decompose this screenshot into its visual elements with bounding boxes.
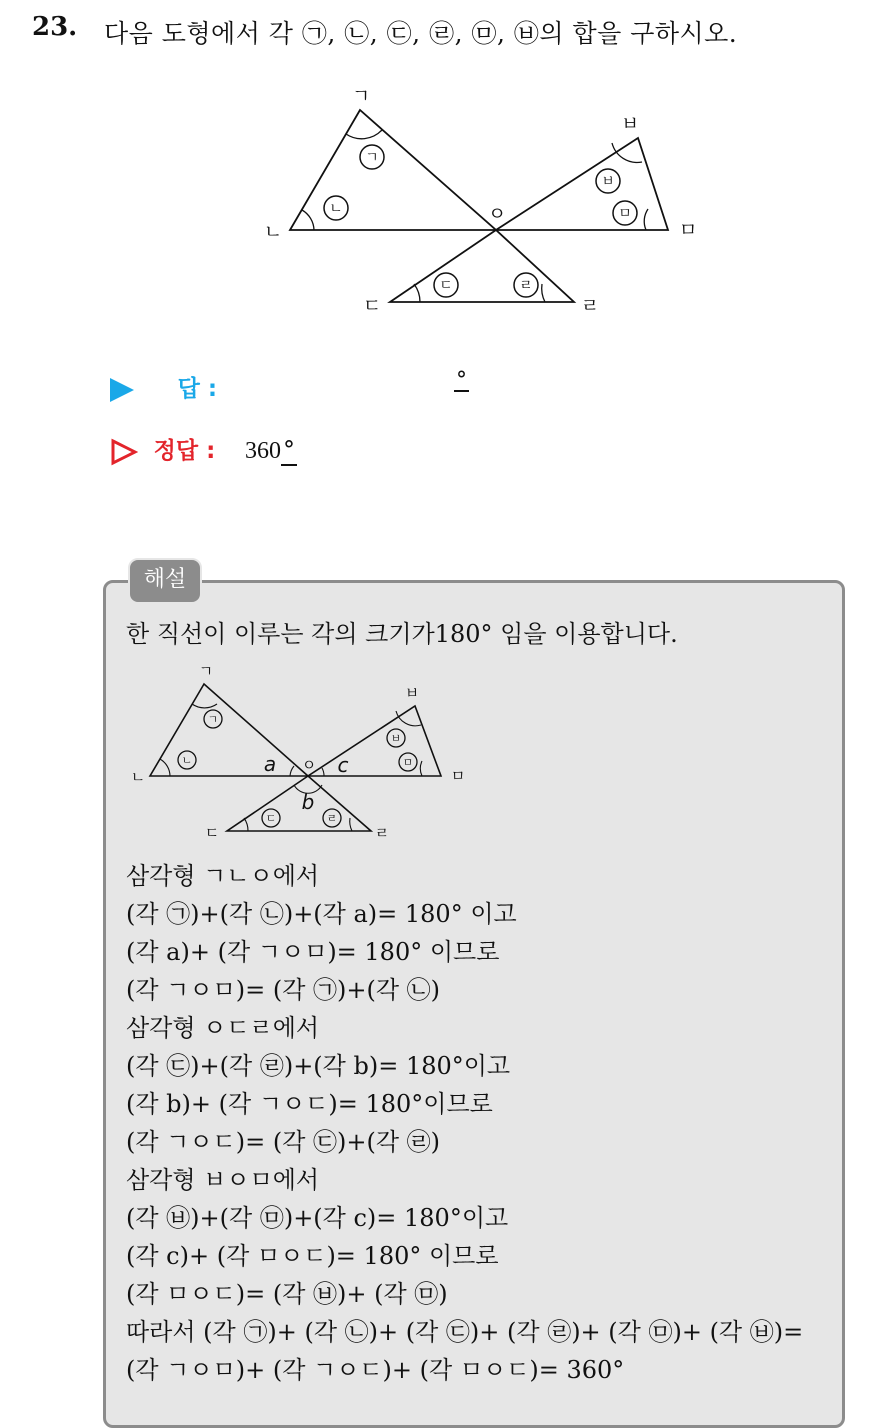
question-text: 다음 도형에서 각 ㉠, ㉡, ㉢, ㉣, ㉤, ㉥의 합을 구하시오. xyxy=(104,19,738,48)
explanation-line: (각 ㉥)+(각 ㉤)+(각 c)= 180°이고 xyxy=(126,1204,509,1232)
exp-angle-label-2: ㄴ xyxy=(181,754,193,767)
exp-angle-label-1: ㄱ xyxy=(207,713,219,726)
answer-blank[interactable]: ° xyxy=(456,368,467,393)
vertex-g: ㄱ xyxy=(351,85,371,107)
correct-answer-label: 정답 : xyxy=(153,438,216,464)
exp-vertex-d: ㄷ xyxy=(204,824,220,842)
vertex-b: ㅂ xyxy=(620,113,640,135)
exp-vertex-o: ㅇ xyxy=(301,756,317,774)
explanation-line: (각 ㉠)+(각 ㉡)+(각 a)= 180° 이고 xyxy=(126,900,517,928)
exp-angle-label-6: ㅂ xyxy=(390,732,402,745)
correct-answer-value: 360 xyxy=(244,438,281,464)
explanation-figure xyxy=(120,660,480,850)
explanation-line: (각 ㅁㅇㄷ)= (각 ㉥)+ (각 ㉤) xyxy=(126,1280,448,1308)
answer-label: 답 : xyxy=(177,376,218,402)
vertex-r: ㄹ xyxy=(580,295,600,317)
angle-label-4: ㄹ xyxy=(519,278,533,294)
exp-var-a: a xyxy=(263,752,277,776)
exp-var-c: c xyxy=(337,753,349,777)
explanation-line: (각 a)+ (각 ㄱㅇㅁ)= 180° 이므로 xyxy=(126,938,500,966)
correct-answer-row xyxy=(110,432,297,466)
explanation-line: 삼각형 ㄱㄴㅇ에서 xyxy=(126,862,320,890)
question-number: 23. xyxy=(32,12,78,42)
vertex-o: ㅇ xyxy=(487,203,507,225)
explanation-tab: 해설 xyxy=(128,558,202,604)
explanation-line: (각 ㄱㅇㅁ)= (각 ㉠)+(각 ㉡) xyxy=(126,976,441,1004)
angle-label-3: ㄷ xyxy=(439,278,453,294)
play-arrow-icon xyxy=(110,378,134,402)
play-outline-icon xyxy=(110,438,138,466)
exp-vertex-b: ㅂ xyxy=(404,684,420,702)
explanation-line: 삼각형 ㅇㄷㄹ에서 xyxy=(126,1014,320,1042)
vertex-m: ㅁ xyxy=(678,219,698,241)
correct-answer-unit: ° xyxy=(282,436,295,464)
angle-label-2: ㄴ xyxy=(329,201,343,217)
exp-var-b: b xyxy=(301,790,315,814)
exp-vertex-m: ㅁ xyxy=(450,767,466,785)
triangle-omb xyxy=(496,138,668,230)
exp-triangle-gno xyxy=(150,684,308,776)
explanation-line: 따라서 (각 ㉠)+ (각 ㉡)+ (각 ㉢)+ (각 ㉣)+ (각 ㉤)+ (각 ㉥)= xyxy=(126,1318,804,1346)
angle-label-6: ㅂ xyxy=(601,174,615,190)
angle-label-1: ㄱ xyxy=(365,150,379,166)
exp-vertex-g: ㄱ xyxy=(198,662,214,680)
answer-row xyxy=(110,370,217,403)
vertex-n: ㄴ xyxy=(263,221,283,243)
explanation-line: (각 b)+ (각 ㄱㅇㄷ)= 180°이므로 xyxy=(126,1090,493,1118)
exp-angle-label-5: ㅁ xyxy=(402,756,414,769)
triangle-gno xyxy=(290,110,496,230)
explanation-line: 삼각형 ㅂㅇㅁ에서 xyxy=(126,1166,320,1194)
explanation-line: (각 ㄱㅇㄷ)= (각 ㉢)+(각 ㉣) xyxy=(126,1128,441,1156)
vertex-d: ㄷ xyxy=(362,295,382,317)
main-figure xyxy=(0,70,884,330)
explanation-line: (각 ㉢)+(각 ㉣)+(각 b)= 180°이고 xyxy=(126,1052,511,1080)
explanation-lines xyxy=(126,857,803,1389)
explanation-line: (각 ㄱㅇㅁ)+ (각 ㄱㅇㄷ)+ (각 ㅁㅇㄷ)= 360° xyxy=(126,1356,625,1384)
explanation-intro: 한 직선이 이루는 각의 크기가180° 임을 이용합니다. xyxy=(126,620,678,648)
exp-vertex-n: ㄴ xyxy=(130,768,146,786)
explanation-line: (각 c)+ (각 ㅁㅇㄷ)= 180° 이므로 xyxy=(126,1242,499,1270)
angle-label-5: ㅁ xyxy=(618,206,632,222)
exp-angle-label-4: ㄹ xyxy=(326,812,338,825)
exp-vertex-r: ㄹ xyxy=(374,824,390,842)
exp-angle-label-3: ㄷ xyxy=(265,812,277,825)
